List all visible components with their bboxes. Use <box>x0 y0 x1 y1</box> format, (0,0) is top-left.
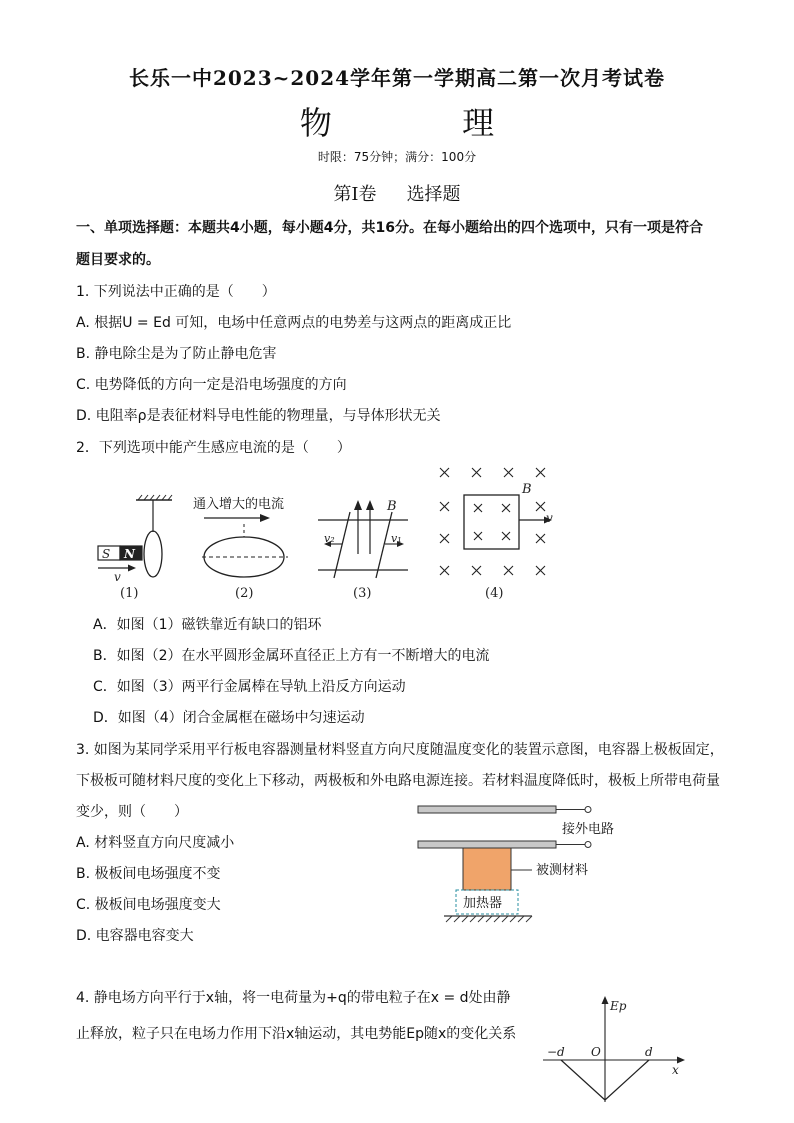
q3-stem-line2: 下极板可随材料尺度的变化上下移动，两极板和外电路电源连接。若材料温度降低时，极板上所带电荷量 <box>76 773 720 789</box>
q3-stem-line3: 变少，则（ ） <box>76 804 188 820</box>
q3-external-label: 接外电路 <box>562 822 615 837</box>
q3-material-label: 被测材料 <box>536 863 589 878</box>
magnet-n-label: N <box>124 547 135 561</box>
fig-label-2: (2) <box>235 586 254 601</box>
magnet-s-label: S <box>102 547 111 561</box>
velocity-v-label: v <box>114 570 121 584</box>
fig-label-1: (1) <box>120 586 139 601</box>
q2-option-a: A．如图（1）磁铁靠近有缺口的铝环 <box>93 617 322 633</box>
q2-option-c: C．如图（3）两平行金属棒在导轨上沿反方向运动 <box>93 679 406 695</box>
fig3-rails-rods <box>318 499 408 578</box>
q4-axis-x-label: x <box>672 1063 679 1077</box>
q4-stem-line2: 止释放，粒子只在电场力作用下沿x轴运动，其电势能Ep随x的变化关系 <box>76 1026 517 1042</box>
fig3-v1-label: v₁ <box>391 532 402 545</box>
q3-heater-label: 加热器 <box>463 896 503 911</box>
part1-instruction-line2: 题目要求的。 <box>76 252 160 268</box>
fig-label-4: (4) <box>485 586 504 601</box>
fig2-current-label: 通入增大的电流 <box>193 497 285 512</box>
fig4-b-label: B <box>522 482 532 497</box>
time-info: 时限：75分钟；满分：100分 <box>317 150 477 164</box>
q3-option-c: C. 极板间电场强度变大 <box>76 897 221 913</box>
q3-capacitor-figure <box>410 800 620 928</box>
q2-stem: 2．下列选项中能产生感应电流的是（ ） <box>76 440 351 456</box>
q3-option-b: B. 极板间电场强度不变 <box>76 866 221 882</box>
q4-stem-line1: 4. 静电场方向平行于x轴，将一电荷量为+q的带电粒子在x = d处由静 <box>76 990 511 1006</box>
fig4-field-frame <box>440 468 552 575</box>
q4-tick-neg-d: −d <box>547 1045 565 1059</box>
part1-instruction-line1: 一、单项选择题：本题共4小题，每小题4分，共16分。在每小题给出的四个选项中，只有一项是符合 <box>76 220 703 236</box>
q3-option-d: D. 电容器电容变大 <box>76 928 194 944</box>
q1-option-a: A. 根据U = Ed 可知，电场中任意两点的电势差与这两点的距离成正比 <box>76 315 512 331</box>
section-name: 选择题 <box>406 184 461 205</box>
fig3-v2-label: v₂ <box>324 532 335 545</box>
fig2-ring-wire <box>193 496 288 577</box>
subject-title: 物 理 <box>299 104 555 142</box>
q4-origin-label: O <box>591 1045 601 1059</box>
q3-stem-line1: 3. 如图为某同学采用平行板电容器测量材料竖直方向尺度随温度变化的装置示意图，电容器上极板固定， <box>76 742 724 758</box>
fig3-b-label: B <box>387 499 397 514</box>
fig1-magnet-ring <box>98 495 172 584</box>
q2-option-d: D．如图（4）闭合金属框在磁场中匀速运动 <box>93 710 365 726</box>
q2-option-b: B．如图（2）在水平圆形金属环直径正上方有一不断增大的电流 <box>93 648 490 664</box>
q1-option-d: D. 电阻率ρ是表征材料导电性能的物理量，与导体形状无关 <box>76 408 441 424</box>
q1-option-c: C. 电势降低的方向一定是沿电场强度的方向 <box>76 377 347 393</box>
exam-title: 长乐一中2023~2024学年第一学期高二第一次月考试卷 <box>128 66 666 90</box>
fig-label-3: (3) <box>353 586 372 601</box>
q4-tick-pos-d: d <box>645 1045 653 1059</box>
fig4-v-label: v <box>546 511 553 525</box>
q2-figures <box>80 462 580 607</box>
q1-option-b: B. 静电除尘是为了防止静电危害 <box>76 346 277 362</box>
measured-material <box>463 848 511 890</box>
q1-stem: 1. 下列说法中正确的是（ ） <box>76 284 276 300</box>
q4-ep-graph <box>535 990 690 1110</box>
q4-axis-y-label: Ep <box>610 999 627 1013</box>
q3-option-a: A. 材料竖直方向尺度减小 <box>76 835 235 851</box>
section-heading <box>0 180 794 206</box>
section-number: 第Ⅰ卷 <box>333 184 377 205</box>
